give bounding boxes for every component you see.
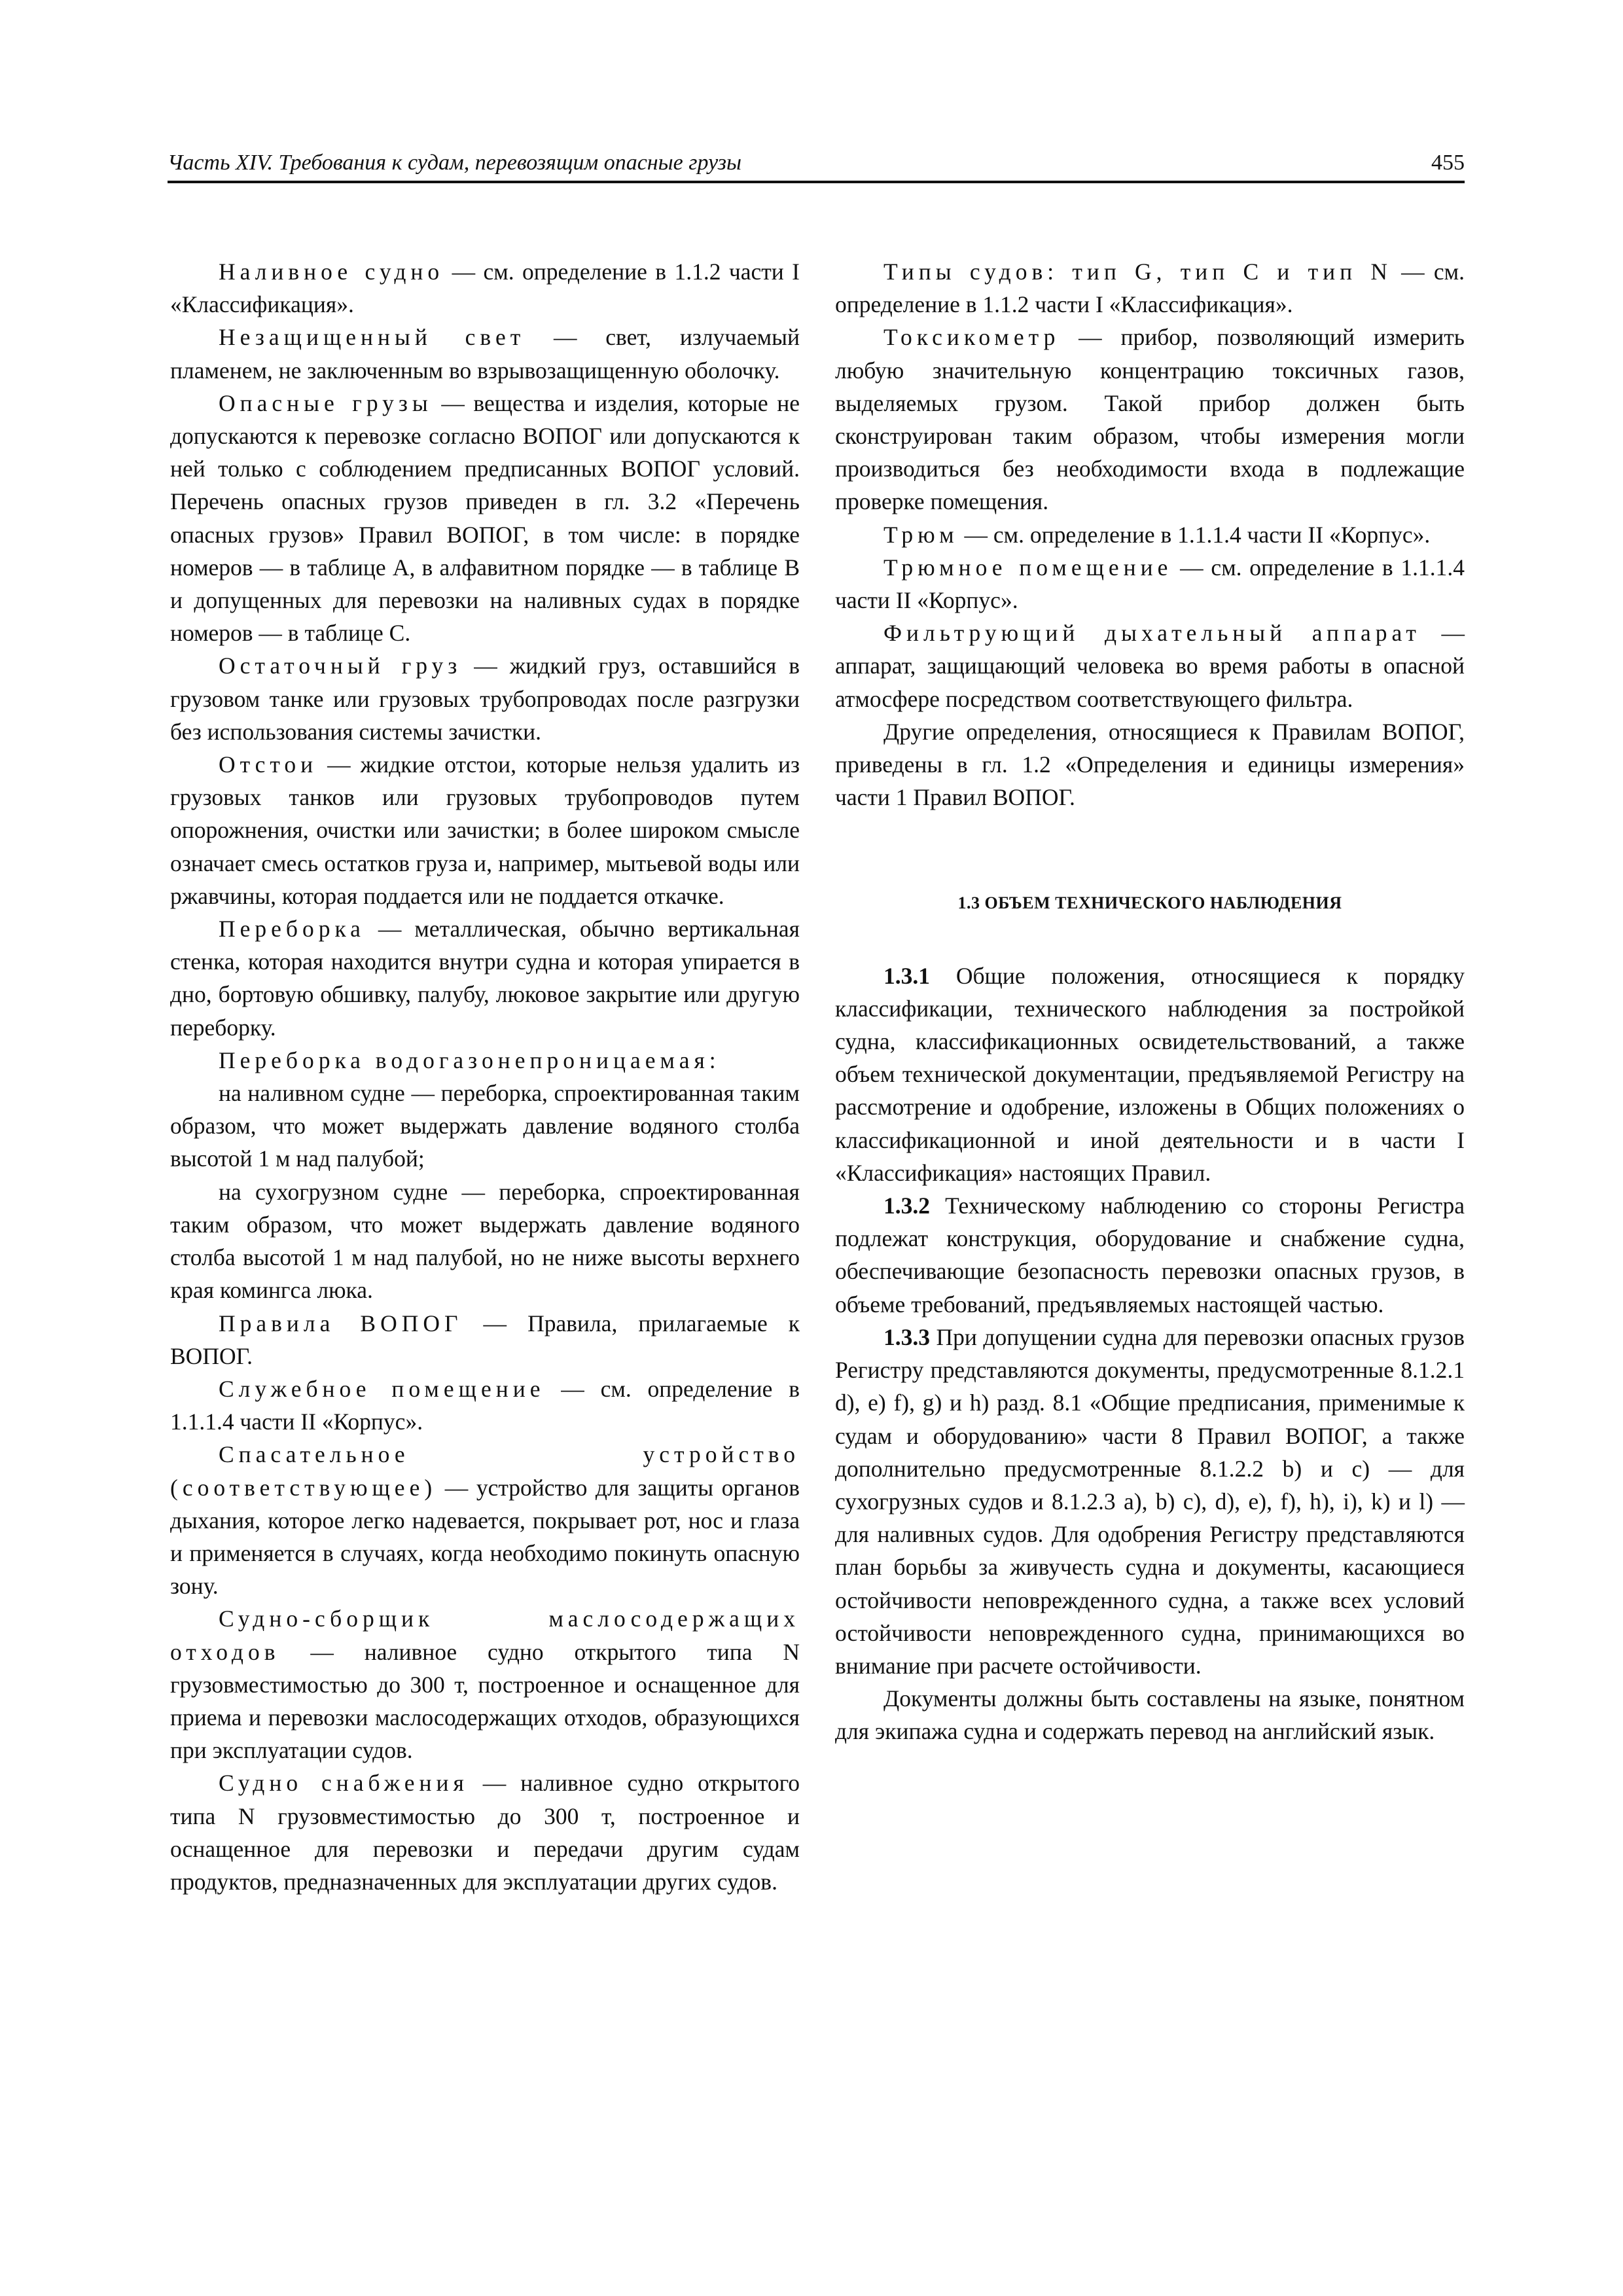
page-header [168,145,1465,179]
definition: Типы судов: тип G, тип C и тип N — см. определение в 1.1.2 части I «Классификация». [835,259,1465,318]
definition: Наливное судно — см. определение в 1.1.2 части I «Классификация». [170,259,800,318]
page-number: 455 [1431,151,1465,175]
definition: Опасные грузы — вещества и изделия, которые не допускаются к перевозке согласно ВОПОГ или допускаются к ней только с соблюдением предписанных ВОПОГ условий. Перечень опасных грузов приведен в гл. 3.2 «Перечень опасных грузов» Правил ВОПОГ, в том числе: в порядке номеров — в таблице А, в алфавитном порядке — в таблице В и допущенных для перевозки на наливных судах в порядке номеров — в таблице С. [170,389,800,647]
right-column [835,255,1465,1748]
definition: Переборка водогазонепроницаемая: [219,1047,721,1073]
paragraph: Документы должны быть составлены на языке, понятном для экипажа судна и содержать перевод на английский язык. [835,1685,1465,1745]
definition-item: на наливном судне — переборка, спроектированная таким образом, что может выдержать давление водяного столба высотой 1 м над палубой; [170,1080,800,1172]
definition: Незащищенный свет — свет, излучаемый пламенем, не заключенным во взрывозащищенную оболочку. [170,324,800,384]
definition: Служебное помещение — см. определение в 1.1.1.4 части II «Корпус». [170,1375,800,1435]
definition: Судно снабжения — наливное судно открытого типа N грузовместимостью до 300 т, построенное и оснащенное для перевозки и передачи другим судам продуктов, предназначенных для эксплуатации других судов. [170,1770,800,1895]
definition: Спасательное устройство (соответствующее) — устройство для защиты органов дыхания, которое легко надевается, покрывает рот, нос и глаза и применяется в случаях, когда необходимо покинуть опасную зону. [170,1441,800,1600]
definition: Переборка — металлическая, обычно вертикальная стенка, которая находится внутри судна и которая упирается в дно, бортовую обшивку, палубу, люковое закрытие или другую переборку. [170,916,800,1041]
numbered-paragraph: 1.3.3 При допущении судна для перевозки опасных грузов Регистру представляются документы, предусмотренные 8.1.2.1 d), e) f), g) и h) разд. 8.1 «Общие предписания, применимые к судам и оборудованию» части 8 Правил ВОПОГ, а также дополнительно предусмотренные 8.1.2.2 b) и c) — для сухогрузных судов и 8.1.2.3 a), b) c), d), e), f), h), i), k) и l) — для наливных судов. Для одобрения Регистру представляются план борьбы за живучесть судна и документы, касающиеся остойчивости неповрежденного судна, а также всех условий остойчивости неповрежденного судна, принимающихся во внимание при расчете остойчивости. [835,1323,1465,1679]
definition: Отстои — жидкие отстои, которые нельзя удалить из грузовых танков или грузовых трубопроводов путем опорожнения, очистки или зачистки; в более широком смысле означает смесь остатков груза и, например, мытьевой воды или ржавчины, которая поддается или не поддается откачке. [170,751,800,909]
left-column [170,255,800,1898]
definition: Остаточный груз — жидкий груз, оставшийся в грузовом танке или грузовых трубопроводах после разгрузки без использования системы зачистки. [170,653,800,745]
paragraph: Другие определения, относящиеся к Правилам ВОПОГ, приведены в гл. 1.2 «Определения и единицы измерения» части 1 Правил ВОПОГ. [835,718,1465,811]
definition: Фильтрующий дыхательный аппарат — аппарат, защищающий человека во время работы в опасной атмосфере посредством соответствующего фильтра. [835,620,1465,712]
header-rule [168,181,1465,183]
numbered-paragraph: 1.3.2 Техническому наблюдению со стороны Регистра подлежат конструкция, оборудование и снабжение судна, обеспечивающие безопасность перевозки опасных грузов, в объеме требований, предъявляемых настоящей частью. [835,1193,1465,1318]
definition: Токсикометр — прибор, позволяющий измерить любую значительную концентрацию токсичных газов, выделяемых грузом. Такой прибор должен быть сконструирован таким образом, чтобы измерения могли производиться без необходимости входа в подлежащие проверке помещения. [835,324,1465,515]
numbered-paragraph: 1.3.1 Общие положения, относящиеся к порядку классификации, технического наблюдения за постройкой судна, классификационных освидетельствований, а также объем технической документации, предъявляемой Регистру на рассмотрение и одобрение, изложены в Общих положениях о классификационной и иной деятельности и в части I «Классификация» настоящих Правил. [835,962,1465,1186]
definition: Правила ВОПОГ — Правила, прилагаемые к ВОПОГ. [170,1310,800,1369]
section-heading: 1.3 ОБЪЕМ ТЕХНИЧЕСКОГО НАБЛЮДЕНИЯ [957,893,1342,913]
running-title: Часть XIV. Требования к судам, перевозящим опасные грузы [168,151,742,175]
definition-item: на сухогрузном судне — переборка, спроектированная таким образом, что может выдержать давление водяного столба высотой 1 м над палубой, но не ниже высоты верхнего края комингса люка. [170,1178,800,1304]
definition: Трюм — см. определение в 1.1.1.4 части II «Корпус». [883,521,1431,548]
definition: Трюмное помещение — см. определение в 1.1.1.4 части II «Корпус». [835,554,1465,614]
definition: Судно-сборщик маслосодержащих отходов — наливное судно открытого типа N грузовместимостью до 300 т, построенное и оснащенное для приема и перевозки маслосодержащих отходов, образующихся при эксплуатации судов. [170,1605,800,1764]
